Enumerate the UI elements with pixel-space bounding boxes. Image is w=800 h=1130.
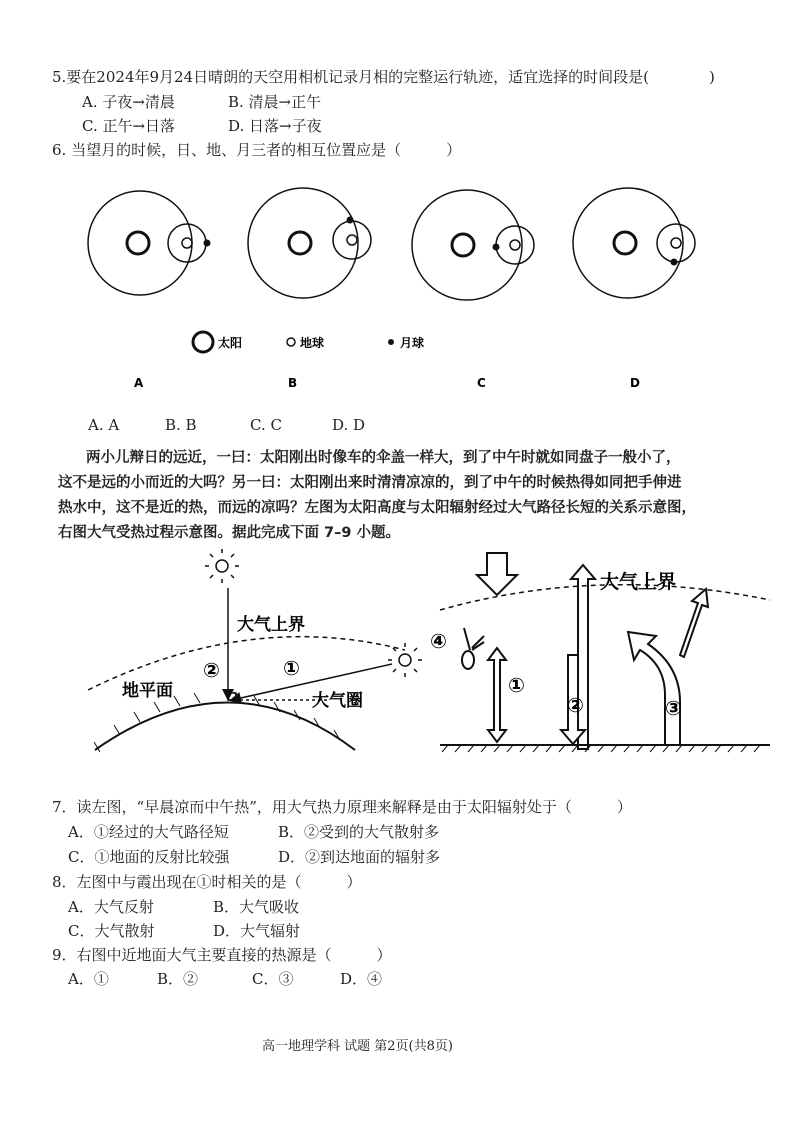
legend-sun: 太阳 <box>218 336 243 350</box>
q8-option-a: A．大气反射 <box>68 898 154 916</box>
q9-stem: 9．右图中近地面大气主要直接的热源是（ ） <box>52 946 392 964</box>
label-ray-2: ② <box>203 658 220 682</box>
q9-option-c: C．③ <box>252 970 294 988</box>
q6-option-c: C. C <box>250 416 282 434</box>
passage-line: 热水中，这不是近的热，而远的凉吗？左图为太阳高度与太阳辐射经过大气路径长短的关系示意图， <box>58 500 696 516</box>
label-3: ③ <box>665 696 682 720</box>
label-ray-1: ① <box>283 656 300 680</box>
label-atmosphere-top: 大气上界 <box>237 615 305 635</box>
label-atmosphere: 大气圈 <box>312 691 363 711</box>
q8-stem: 8．左图中与霞出现在①时相关的是（ ） <box>52 873 362 891</box>
label-4: ④ <box>430 629 447 653</box>
page-footer: 高一地理学科 试题 第2页(共8页) <box>262 1039 453 1054</box>
q7-option-d: D．②到达地面的辐射多 <box>278 848 441 866</box>
passage-line: 右图大气受热过程示意图。据此完成下面 7–9 小题。 <box>58 525 401 541</box>
q7-stem: 7．读左图，“早晨凉而中午热”，用大气热力原理来解释是由于太阳辐射处于（ ） <box>52 798 632 816</box>
legend-moon: 月球 <box>400 336 425 350</box>
q6-option-b: B. B <box>165 416 197 434</box>
legend-earth: 地球 <box>300 336 325 350</box>
label-2: ② <box>567 693 584 717</box>
q9-option-a: A．① <box>68 970 109 988</box>
q9-option-d: D．④ <box>340 970 383 988</box>
q5-option-c: C. 正午→日落 <box>82 117 176 135</box>
q6-option-a: A. A <box>88 416 120 434</box>
fig-label-c: C <box>477 376 486 390</box>
q7-option-a: A．①经过的大气路径短 <box>68 823 229 841</box>
q8-option-d: D．大气辐射 <box>213 922 301 940</box>
q9-option-b: B．② <box>157 970 199 988</box>
q7-option-b: B．②受到的大气散射多 <box>278 823 440 841</box>
q5-option-a: A. 子夜→清晨 <box>82 93 175 111</box>
label-atmosphere-top-right: 大气上界 <box>600 571 677 593</box>
passage-line: 两小儿辩日的远近，一曰：太阳刚出时像车的伞盖一样大，到了中午时就如同盘子一般小了， <box>86 450 681 466</box>
label-1: ① <box>508 673 525 697</box>
q6-option-d: D. D <box>332 416 366 434</box>
q5-stem: 5.要在2024年9月24日晴朗的天空用相机记录月相的完整运行轨迹，适宜选择的时间段是( ) <box>52 68 715 86</box>
q5-option-d: D. 日落→子夜 <box>228 117 322 135</box>
q8-option-b: B．大气吸收 <box>213 898 300 916</box>
q8-option-c: C．大气散射 <box>68 922 155 940</box>
fig-label-b: B <box>288 376 298 390</box>
q7-option-c: C．①地面的反射比较强 <box>68 848 230 866</box>
q5-option-b: B. 清晨→正午 <box>228 93 322 111</box>
q6-stem: 6. 当望月的时候，日、地、月三者的相互位置应是（ ） <box>52 141 462 159</box>
passage-line: 这不是远的小而近的大吗？另一曰：太阳刚出来时清清凉凉的，到了中午的时候热得如同把手伸进 <box>58 475 682 491</box>
fig-label-a: A <box>134 376 144 390</box>
label-horizon: 地平面 <box>122 681 173 701</box>
fig-label-d: D <box>630 376 640 390</box>
